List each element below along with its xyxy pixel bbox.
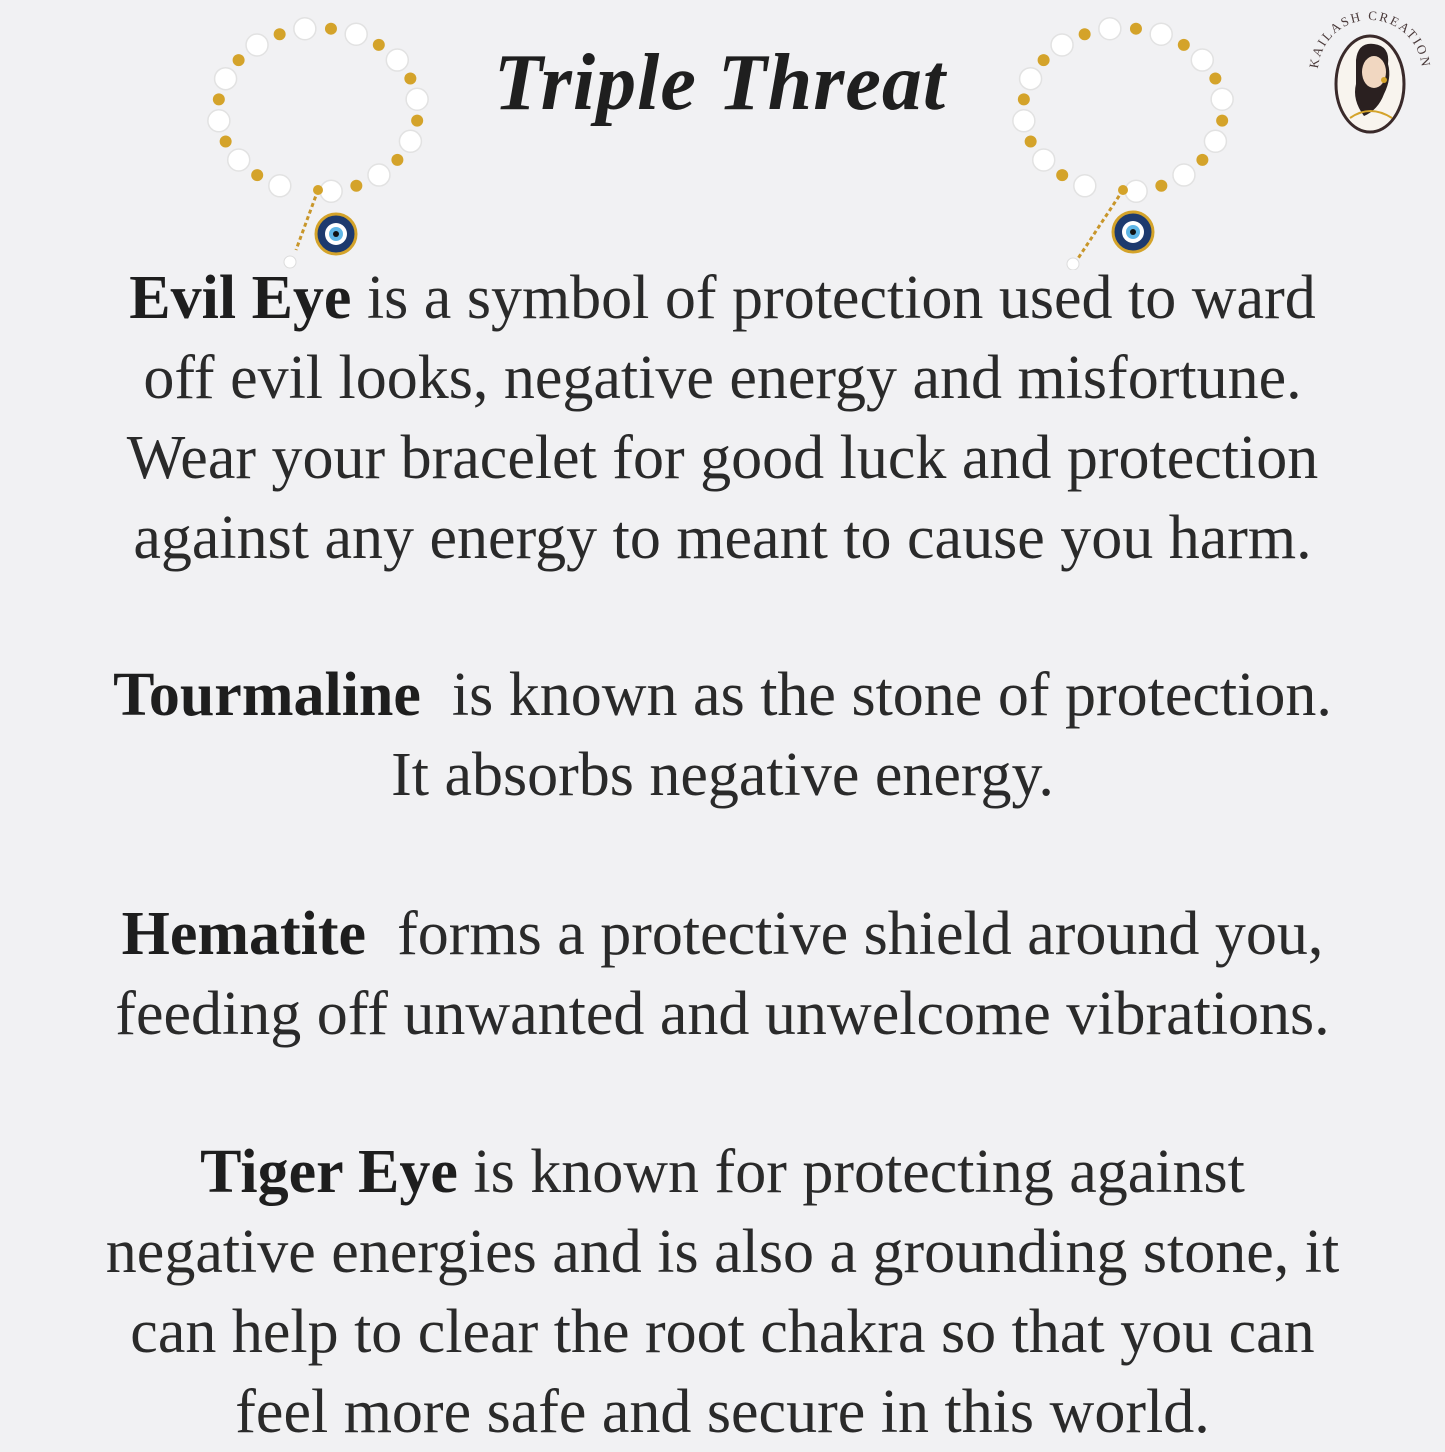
gold-bead: [325, 23, 337, 35]
gold-bead: [251, 169, 263, 181]
crystal-bead: [294, 18, 316, 40]
section-line: Hematite forms a protective shield around you,: [121, 900, 1324, 968]
page-title: Triple Threat: [493, 39, 947, 127]
gold-bead: [1025, 135, 1037, 147]
crystal-bead: [1051, 34, 1073, 56]
section-line: negative energies and is also a grounding stone, it: [105, 1218, 1340, 1286]
gold-bead: [274, 28, 286, 40]
gold-bead: [1209, 73, 1221, 85]
section-line: feel more safe and secure in this world.: [235, 1378, 1210, 1446]
crystal-bead: [368, 164, 390, 186]
section-heading: Tourmaline: [113, 661, 421, 729]
evil-eye-charm-icon: [316, 214, 356, 254]
brand-name: KAILASH CREATION: [1305, 7, 1435, 70]
section-line: feeding off unwanted and unwelcome vibrations.: [115, 980, 1330, 1048]
crystal-bead: [320, 180, 342, 202]
gold-bead: [373, 39, 385, 51]
gold-bead: [404, 73, 416, 85]
section-tourmaline: [40, 655, 1405, 815]
gold-bead: [1038, 54, 1050, 66]
crystal-bead: [399, 130, 421, 152]
crystal-bead: [386, 49, 408, 71]
section-heading: Evil Eye: [129, 264, 352, 332]
gold-bead: [1130, 23, 1142, 35]
crystal-bead: [1099, 18, 1121, 40]
section-tiger-eye: [40, 1132, 1405, 1452]
crystal-bead: [208, 110, 230, 132]
crystal-bead: [246, 34, 268, 56]
section-line: Tiger Eye is known for protecting against: [200, 1138, 1245, 1206]
crystal-bead: [1173, 164, 1195, 186]
gold-bead: [391, 154, 403, 166]
section-line: It absorbs negative energy.: [391, 741, 1054, 809]
section-line: Wear your bracelet for good luck and protection: [126, 424, 1319, 492]
crystal-bead: [215, 68, 237, 90]
bracelet-icon: [1005, 10, 1245, 270]
section-evil-eye: [40, 258, 1405, 578]
section-heading: Hematite: [121, 900, 367, 968]
crystal-bead: [1074, 175, 1096, 197]
crystal-bead: [1211, 88, 1233, 110]
gold-bead: [350, 180, 362, 192]
gold-bead: [1196, 154, 1208, 166]
crystal-bead: [1033, 149, 1055, 171]
gold-bead: [1079, 28, 1091, 40]
crystal-bead: [1020, 68, 1042, 90]
crystal-bead: [1150, 23, 1172, 45]
section-hematite: [40, 894, 1405, 1054]
gold-bead: [1155, 180, 1167, 192]
gold-bead: [233, 54, 245, 66]
evil-eye-charm-icon: [1113, 212, 1153, 252]
crystal-bead: [1125, 180, 1147, 202]
bracelet-icon: [200, 10, 440, 270]
crystal-bead: [345, 23, 367, 45]
section-line: against any energy to meant to cause you harm.: [133, 504, 1312, 572]
crystal-bead: [1013, 110, 1035, 132]
gold-bead: [1216, 115, 1228, 127]
gold-bead: [1018, 93, 1030, 105]
gold-bead: [1178, 39, 1190, 51]
section-line: can help to clear the root chakra so that you can: [130, 1298, 1315, 1366]
crystal-bead: [406, 88, 428, 110]
crystal-bead: [1204, 130, 1226, 152]
gold-bead: [213, 93, 225, 105]
gold-bead: [220, 135, 232, 147]
brand-logo-icon: [1300, 0, 1440, 140]
section-heading: Tiger Eye: [200, 1138, 458, 1206]
crystal-bead: [228, 149, 250, 171]
crystal-bead: [269, 175, 291, 197]
gold-bead: [1056, 169, 1068, 181]
section-line: Evil Eye is a symbol of protection used to ward: [129, 264, 1316, 332]
gold-bead: [411, 115, 423, 127]
section-line: off evil looks, negative energy and misfortune.: [143, 344, 1302, 412]
crystal-bead: [1191, 49, 1213, 71]
section-line: Tourmaline is known as the stone of protection.: [113, 661, 1332, 729]
